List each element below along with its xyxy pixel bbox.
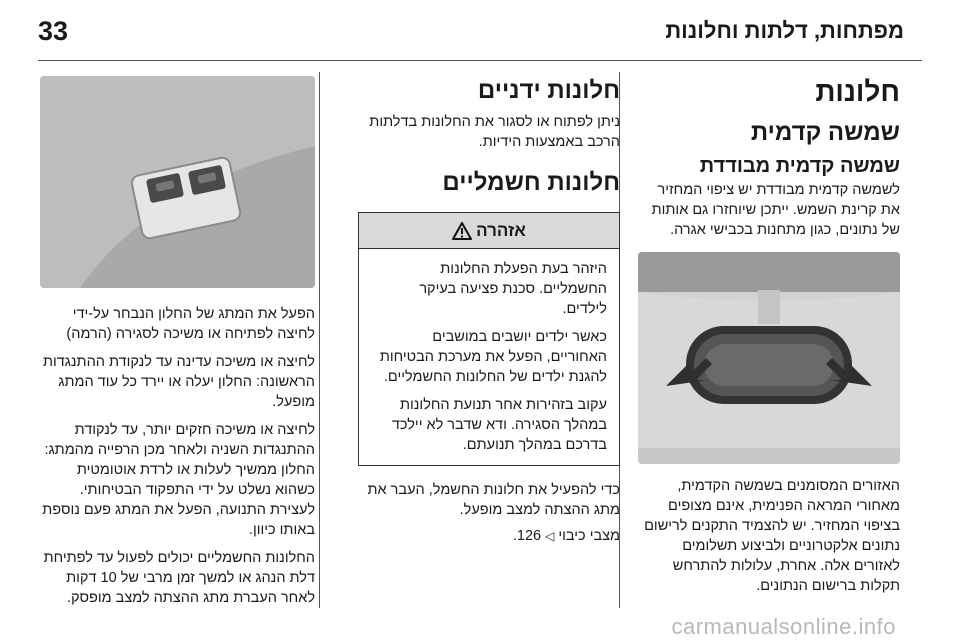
- header-rule: [38, 60, 922, 61]
- manual-windows-text: ניתן לפתוח או לסגור את החלונות בדלתות הרכב באמצעות הידיות.: [369, 114, 620, 150]
- page-reference: מצבי כיבוי ◁ 126.: [512, 528, 620, 544]
- window-switch-illustration: [40, 76, 315, 288]
- warning-paragraph: כאשר ילדים יושבים במושבים האחוריים, הפעל את מערכת הבטיחות להגנת ילדים של החלונות החשמליים.: [379, 329, 607, 385]
- left-paragraph: לחיצה או משיכה חזקים יותר, עד לנקודת ההתנגדות השניה ולאחר מכן הרפייה מהמתג: החלון ממשיך לעלות או לרדת אוטומטית כשהוא נשלט על ידי התפקוד הבטיחותי. לעצירת התנועה, הפעל את המתג פעם נוספת באותו כיוון.: [42, 422, 315, 538]
- reference-arrow-icon: ◁: [545, 529, 555, 543]
- column-divider-left: [319, 72, 320, 608]
- warning-box: [358, 212, 620, 466]
- running-title: מפתחות, דלתות וחלונות: [665, 18, 904, 43]
- reference-page-number: 126: [516, 528, 542, 544]
- page-header: [38, 12, 922, 52]
- warning-title: אזהרה: [476, 220, 526, 240]
- ignition-instruction-text: כדי להפעיל את חלונות החשמל, העבר את מתג ההצתה למצב מופעל.: [367, 482, 620, 518]
- window-switch-photo: [40, 76, 315, 288]
- page-number: 33: [38, 16, 69, 46]
- subheading-windshield: שמשה קדמית: [750, 119, 900, 146]
- warning-triangle-icon: [452, 222, 472, 240]
- warning-body: [359, 249, 619, 465]
- right-column: [640, 76, 900, 596]
- warning-paragraph: היזהר בעת הפעלת החלונות החשמליים. סכנת פציעה בעיקר לילדים.: [419, 261, 607, 317]
- heading-manual-windows: חלונות ידניים: [477, 77, 620, 104]
- watermark: carmanualsonline.info: [671, 614, 896, 639]
- left-column: [40, 76, 315, 608]
- section-heading-windows: חלונות: [815, 76, 900, 107]
- middle-column: [358, 76, 620, 546]
- windshield-intro-text: לשמשה קדמית מבודדת יש ציפוי המחזיר את קרינת השמש. ייתכן שיוחזרו גם אותות של נתונים, כגון מתחנות בכבישי אגרה.: [651, 182, 900, 238]
- heading-power-windows: חלונות חשמליים: [442, 169, 620, 196]
- left-paragraph: הפעל את המתג של החלון הנבחר על-ידי לחיצה לפתיחה או משיכה לסגירה (הרמה): [66, 306, 315, 342]
- warning-header: [359, 213, 619, 249]
- mirror-illustration: [638, 252, 900, 464]
- left-paragraph: לחיצה או משיכה עדינה עד לנקודת ההתנגדות הראשונה: החלון יעלה או יירד כל עוד המתג מופעל.: [42, 354, 315, 410]
- left-paragraph: החלונות החשמליים יכולים לפעול עד לפתיחת דלת הנהג או למשך זמן מרבי של 10 דקות לאחר העברת מתג ההצתה למצב מופסק.: [43, 550, 315, 606]
- warning-paragraph: עקוב בזהירות אחר תנועת החלונות במהלך הסגירה. ודא שדבר לא יילכד בדרכם במהלך תנועתם.: [391, 397, 607, 453]
- reference-prefix: מצבי כיבוי: [558, 528, 620, 544]
- windshield-mirror-photo: [638, 252, 900, 464]
- minor-heading-insulated-windshield: שמשה קדמית מבודדת: [699, 155, 900, 177]
- windshield-image-caption: האזורים המסומנים בשמשה הקדמית, מאחורי המראה הפנימית, אינם מצופים בציפוי המחזיר. יש להצמיד התקנים לרישום נתונים אלקטרוניים ולביצוע תשלומים לאזורים אלה. אחרת, עלולות להתרחש תקלות ברישום הנתונים.: [644, 478, 900, 594]
